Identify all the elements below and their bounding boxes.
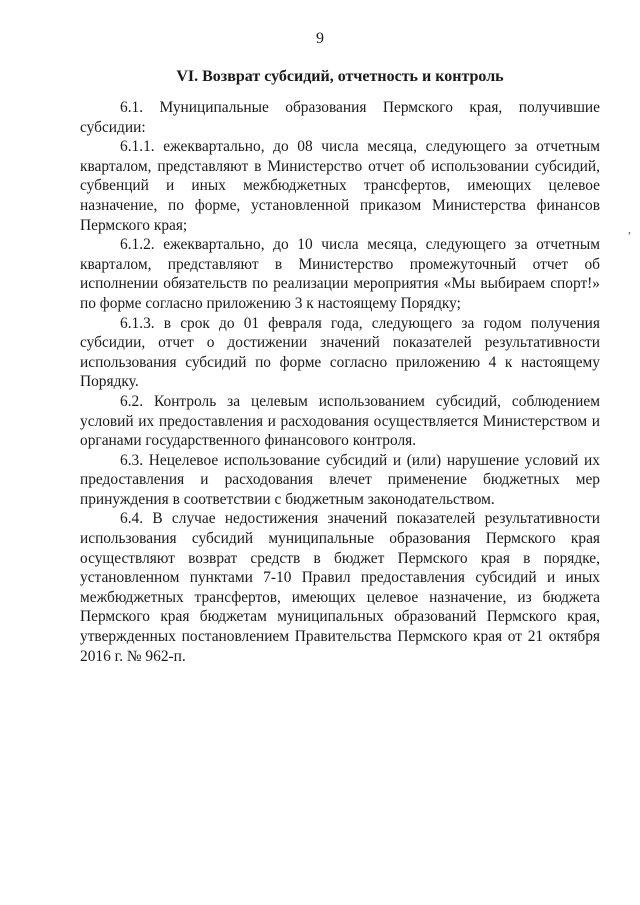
paragraph-6-2: 6.2. Контроль за целевым использованием субсидий, соблюдением условий их предоставления и расходования осуществляется Министерством и органами государственного финансового контроля. bbox=[80, 392, 600, 450]
paragraph-6-1-3: 6.1.3. в срок до 01 февраля года, следующего за годом получения субсидии, отчет о достижении значений показателей результативности использования субсидий по форме согласно приложению 4 к настоящему Порядку. bbox=[80, 314, 600, 391]
margin-mark: , bbox=[628, 222, 631, 236]
paragraph-6-4: 6.4. В случае недостижения значений показателей результативности использования субсидий муниципальные образования Пермского края осуществляют возврат средств в бюджет Пермского края в порядке, установленном пунктами 7-10 Правил предоставления субсидий и иных межбюджетных трансфертов, имеющих целевое назначение, из бюджета Пермского края бюджетам муниципальных образований Пермского края, утвержденных постановлением Правительства Пермского края от 21 октября 2016 г. № 962-п. bbox=[80, 510, 600, 665]
paragraph-6-1-2: 6.1.2. ежеквартально, до 10 числа месяца, следующего за отчетным кварталом, представляют в Министерство промежуточный отчет об исполнении обязательств по реализации мероприятия «Мы выбираем спорт!» по форме согласно приложению 3 к настоящему Порядку; bbox=[80, 236, 600, 312]
paragraph-6-1-1: 6.1.1. ежеквартально, до 08 числа месяца, следующего за отчетным кварталом, представляют в Министерство отчет об использовании субсидий, субвенций и иных межбюджетных трансфертов, имеющих целевое назначение, по форме, установленной приказом Министерства финансов Пермского края; bbox=[80, 138, 600, 234]
paragraph-6-1: 6.1. Муниципальные образования Пермского края, получившие субсидии: bbox=[80, 99, 600, 136]
page-number: 9 bbox=[316, 30, 324, 47]
paragraph-6-3: 6.3. Нецелевое использование субсидий и (или) нарушение условий их предоставления и расходования влечет применение бюджетных мер принуждения в соответствии с бюджетным законодательством. bbox=[80, 451, 600, 508]
section-heading: VI. Возврат субсидий, отчетность и контроль bbox=[176, 68, 504, 85]
document-body bbox=[80, 98, 600, 666]
